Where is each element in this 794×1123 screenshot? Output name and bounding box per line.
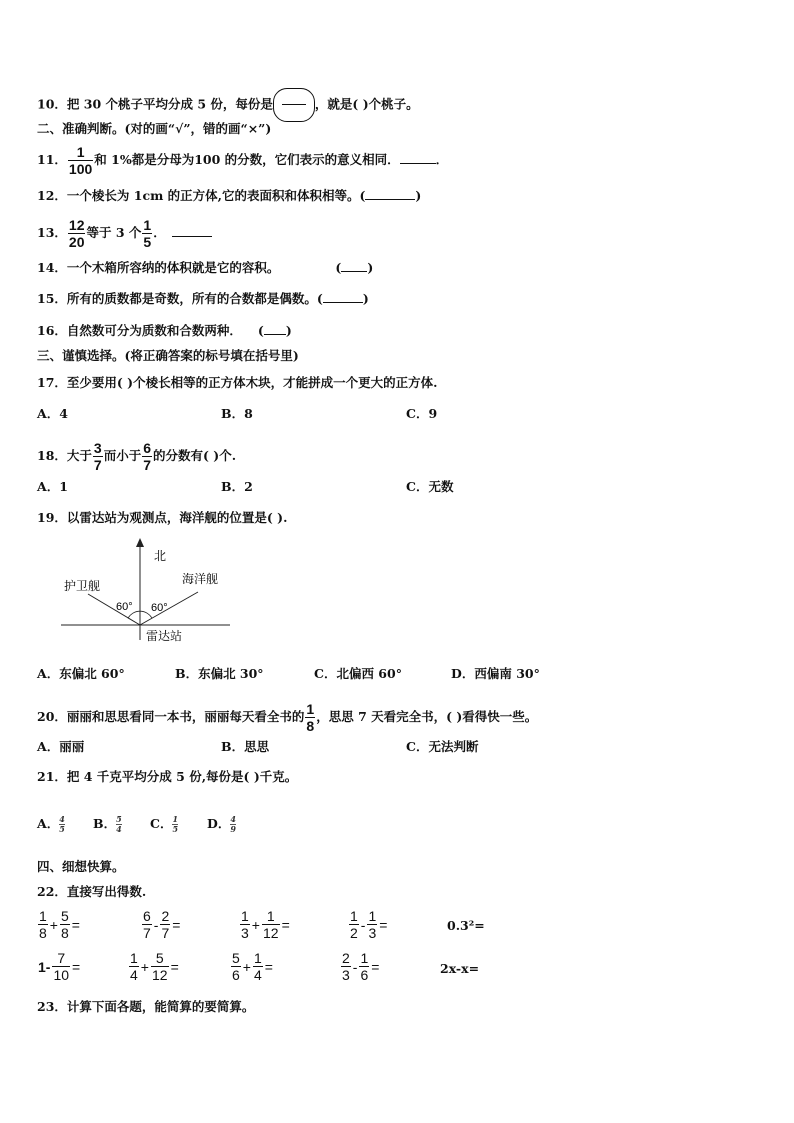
calc-item: $\frac{1}{2}$ - $\frac{1}{3}$ = [350,908,388,941]
option-a[interactable]: A．4 [37,406,68,421]
question-19: 19．以雷达站为观测点，海洋舰的位置是( ). [37,510,288,525]
option-c[interactable]: C．无数 [406,479,454,494]
option-b[interactable]: B． $\frac{5}{4}$ [93,814,122,834]
answer-blank[interactable] [264,334,286,335]
answer-blank[interactable] [341,271,367,272]
calc-item: $\frac{1}{4}$ + $\frac{5}{12}$ = [130,950,179,983]
right-angle-label: 60° [151,602,168,614]
fraction: $\frac{5}{4}$ [116,814,122,834]
radar-station-label: 雷达站 [146,629,183,643]
calc-item: $\frac{5}{6}$ + $\frac{1}{4}$ = [232,950,273,983]
option-c[interactable]: C．无法判断 [406,739,479,754]
question-23: 23．计算下面各题，能简算的要简算。 [37,999,255,1014]
calc-item: 0.3²= [447,918,485,933]
ocean-ship-label: 海洋舰 [182,572,219,586]
option-a[interactable]: A．东偏北 60° [37,666,125,681]
fraction: $\frac{12}{20}$ [68,217,85,250]
option-b[interactable]: B．2 [221,479,253,494]
question-13: 13． $\frac{12}{20}$ 等于 3 个 $\frac{1}{5}$ ． [37,217,212,250]
fraction: $\frac{1}{100}$ [68,144,93,177]
question-12: 12．一个棱长为 1cm 的正方体,它的表面积和体积相等。( ) [37,188,422,203]
option-a[interactable]: A．丽丽 [37,739,85,754]
calc-item: $\frac{2}{3}$ - $\frac{1}{6}$ = [342,950,380,983]
left-angle-label: 60° [116,601,133,613]
radar-direction-diagram [58,536,238,649]
section-4-heading: 四、细想快算。 [37,859,125,874]
answer-blank[interactable] [365,199,415,200]
calc-item: $\frac{6}{7}$ - $\frac{2}{7}$ = [143,908,181,941]
question-10: 10．把 30 个桃子平均分成 5 份，每份是 ，就是( )个桃子。 [37,88,419,122]
question-14: 14．一个木箱所容纳的体积就是它的容积。 ( ) [37,260,374,275]
option-c[interactable]: C．9 [406,406,438,421]
option-d[interactable]: D． $\frac{4}{9}$ [207,814,236,834]
fraction: $\frac{1}{8}$ [306,701,315,734]
option-c[interactable]: C．北偏西 60° [314,666,402,681]
option-b[interactable]: B．东偏北 30° [175,666,264,681]
question-16: 16．自然数可分为质数和合数两种． ( ) [37,323,292,338]
fraction: $\frac{3}{7}$ [93,440,102,473]
answer-blank[interactable] [400,163,436,164]
fraction: $\frac{4}{9}$ [230,814,236,834]
option-b[interactable]: B．思思 [221,739,270,754]
option-c[interactable]: C． $\frac{1}{5}$ [150,814,179,834]
north-label: 北 [154,549,167,563]
option-b[interactable]: B．8 [221,406,253,421]
calc-item: $\frac{1}{8}$ + $\frac{5}{8}$ = [39,908,80,941]
option-d[interactable]: D．西偏南 30° [451,666,540,681]
option-a[interactable]: A．1 [37,479,68,494]
fraction: $\frac{1}{5}$ [172,814,179,834]
fraction: $\frac{1}{5}$ [143,217,152,250]
question-17: 17．至少要用( )个棱长相等的正方体木块，才能拼成一个更大的正方体. [37,375,438,390]
question-21: 21．把 4 千克平均分成 5 份,每份是( )千克。 [37,769,298,784]
question-18: 18．大于 $\frac{3}{7}$ 而小于 $\frac{6}{7}$ 的分数有( )个. [37,440,237,473]
question-20: 20．丽丽和思思看同一本书，丽丽每天看全书的 $\frac{1}{8}$ ，思思 7 天看完全书，( )看得快一些。 [37,701,538,734]
answer-blank[interactable] [172,236,212,237]
calc-item: 1- $\frac{7}{10}$ = [38,950,81,983]
fraction: $\frac{4}{5}$ [59,814,65,834]
calc-item: 2x-x= [440,961,480,976]
question-15: 15．所有的质数都是奇数，所有的合数都是偶数。( ) [37,291,369,306]
option-a[interactable]: A． $\frac{4}{5}$ [37,814,65,834]
section-3-heading: 三、谨慎选择。(将正确答案的标号填在括号里) [37,348,299,363]
fraction-answer-box[interactable] [273,88,315,122]
escort-ship-label: 护卫舰 [64,579,101,593]
fraction: $\frac{6}{7}$ [143,440,152,473]
direction-svg [58,536,238,646]
question-11: 11． $\frac{1}{100}$ 和 1%都是分母为100 的分数，它们表示的意义相同． ． [37,144,449,177]
question-22: 22．直接写出得数. [37,884,147,899]
calc-item: $\frac{1}{3}$ + $\frac{1}{12}$ = [241,908,290,941]
answer-blank[interactable] [323,302,363,303]
section-2-heading: 二、准确判断。(对的画“√”，错的画“×”) [37,121,272,136]
